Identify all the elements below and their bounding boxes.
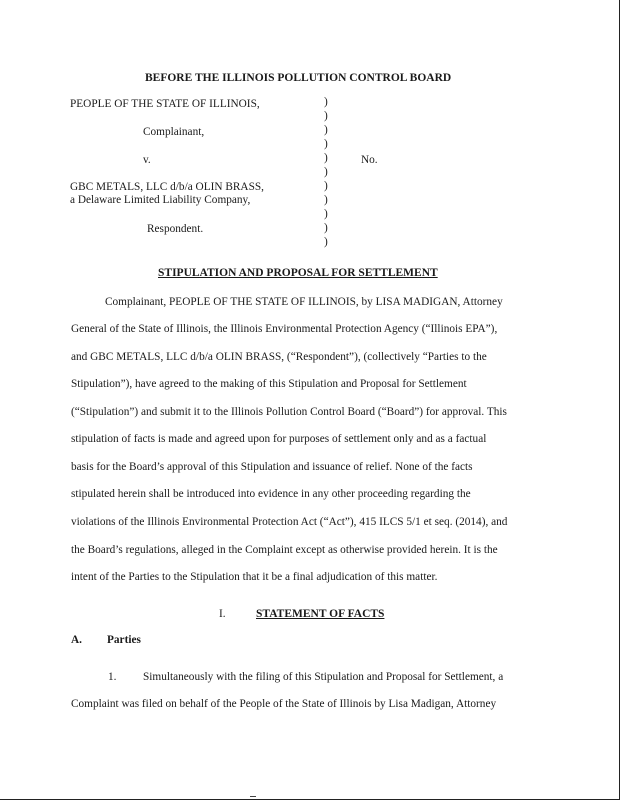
paren: ) <box>324 110 328 122</box>
case-number-label: No. <box>361 154 378 166</box>
paren: ) <box>324 124 328 136</box>
paragraph-number: 1. <box>108 671 117 683</box>
intro-line: basis for the Board’s approval of this Stipulation and issuance of relief. None of the facts <box>71 461 473 473</box>
intro-line: stipulated herein shall be introduced into evidence in any other proceeding regarding the <box>71 488 471 500</box>
scan-artifact <box>250 796 256 797</box>
section-title: STATEMENT OF FACTS <box>256 608 385 620</box>
board-heading: BEFORE THE ILLINOIS POLLUTION CONTROL BOARD <box>145 72 452 84</box>
versus-label: v. <box>143 154 151 166</box>
defendant-description: a Delaware Limited Liability Company, <box>70 194 251 206</box>
plaintiff-name: PEOPLE OF THE STATE OF ILLINOIS, <box>70 98 260 110</box>
subsection-letter: A. <box>71 634 82 646</box>
document-title: STIPULATION AND PROPOSAL FOR SETTLEMENT <box>158 267 438 279</box>
defendant-role: Respondent. <box>147 223 204 235</box>
paren: ) <box>324 180 328 192</box>
intro-line: and GBC METALS, LLC d/b/a OLIN BRASS, (“Respondent”), (collectively “Parties to the <box>71 351 487 363</box>
paren: ) <box>324 152 328 164</box>
paren: ) <box>324 222 328 234</box>
defendant-name: GBC METALS, LLC d/b/a OLIN BRASS, <box>70 181 264 193</box>
intro-line: stipulation of facts is made and agreed upon for purposes of settlement only and as a factual <box>71 433 487 445</box>
intro-line: violations of the Illinois Environmental Protection Act (“Act”), 415 ILCS 5/1 et seq. (2014), and <box>71 516 508 528</box>
paren: ) <box>324 166 328 178</box>
paren: ) <box>324 96 328 108</box>
paren: ) <box>324 208 328 220</box>
paragraph-line: Complaint was filed on behalf of the People of the State of Illinois by Lisa Madigan, Attorney <box>71 698 497 710</box>
section-number: I. <box>219 608 226 620</box>
paren: ) <box>324 138 328 150</box>
paragraph-line: Simultaneously with the filing of this Stipulation and Proposal for Settlement, a <box>143 671 504 683</box>
intro-line: Stipulation”), have agreed to the making of this Stipulation and Proposal for Settlement <box>71 378 467 390</box>
paren: ) <box>324 236 328 248</box>
paren: ) <box>324 194 328 206</box>
plaintiff-role: Complainant, <box>143 126 205 138</box>
intro-line: the Board’s regulations, alleged in the Complaint except as otherwise provided herein. It is the <box>71 544 498 556</box>
intro-line: Complainant, PEOPLE OF THE STATE OF ILLINOIS, by LISA MADIGAN, Attorney <box>105 296 503 308</box>
intro-line: intent of the Parties to the Stipulation that it be a final adjudication of this matter. <box>71 571 438 583</box>
intro-line: (“Stipulation”) and submit it to the Illinois Pollution Control Board (“Board”) for approval. This <box>71 406 507 418</box>
intro-line: General of the State of Illinois, the Illinois Environmental Protection Agency (“Illinois EPA”), <box>71 323 498 335</box>
subsection-title: Parties <box>107 634 141 646</box>
